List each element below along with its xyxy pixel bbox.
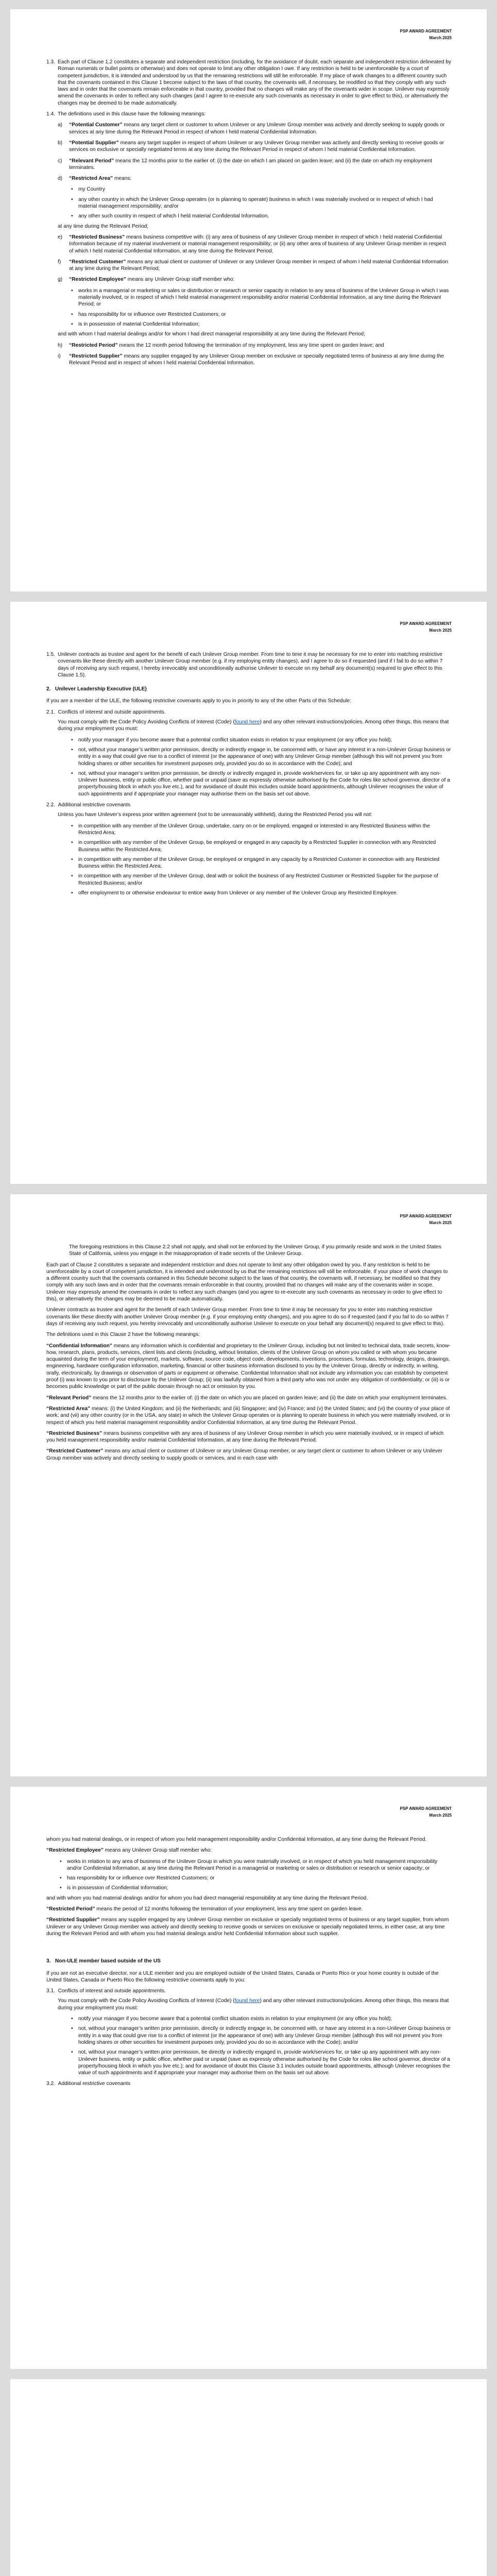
code-policy-link[interactable]: found here bbox=[234, 1998, 260, 2004]
section-heading-2: 2. Unilever Leadership Executive (ULE) bbox=[46, 686, 147, 692]
header-title: PSP AWARD AGREEMENT bbox=[400, 29, 452, 33]
header-date: March 2025 bbox=[429, 36, 452, 40]
page-header bbox=[46, 1805, 452, 1819]
list-item: • is in possession of Confidential Information; bbox=[58, 1885, 452, 1891]
definition-relevant-period: “Relevant Period” means the 12 months prior to the earlier of: (i) the date on which you are placed on garden leave; and (ii) the date on which your employment terminates. bbox=[46, 1395, 448, 1401]
section-2-intro: If you are a member of the ULE, the following restrictive covenants apply to you in priority to any of the other Parts of this Schedule: bbox=[46, 698, 351, 704]
definition-a: a) “Potential Customer” means any target client or customer to whom Unilever or any Unilever Group member was actively and directly seeking to supply goods or services at any time during the Relevant Period in respect of whom I held material Confidential Information. bbox=[58, 122, 445, 135]
definition-d: d) “Restricted Area” means: bbox=[58, 176, 132, 182]
definition-i: i) “Restricted Supplier” means any supplier engaged by any Unilever Group member on exclusive or specially negotiated terms of business at any time during the Relevant Period and in respect of whom I held material Confidential Information. bbox=[58, 353, 444, 366]
header-title: PSP AWARD AGREEMENT bbox=[400, 621, 452, 626]
definition-g: g) “Restricted Employee” means any Unilever Group staff member who: bbox=[58, 277, 235, 283]
subsection-2-2-heading: 2.2. Additional restrictive covenants bbox=[46, 802, 131, 808]
definition-restricted-period: “Restricted Period” means the period of 12 months following the termination of your employment, less any time spent on garden leave. bbox=[46, 1906, 363, 1912]
severability-paragraph: Each part of Clause 2 constitutes a separate and independent restriction and does not operate to limit any other obligation owed by you. If any restriction is held to be unenforceable by a court of competent jurisdiction, it is intended and understood by us that the remaining restrictions will still be enforceable. If your place of work changes to a different country such that the covenants contained in this Schedule become subject to the laws of that country, the covenants will, if necessary, be modified so that they comply with any such laws and in order that the covenants remain enforceable in that country, provided that no changes will make any of the covenants wider in scope. Unilever may expressly amend the covenants in order to reflect any such changes (and you agree to re-execute any such covenants as necessary in order to give effect to this), or alternatively the changes may be deemed to be made automatically. bbox=[46, 1262, 448, 1302]
document-page-4 bbox=[10, 1787, 487, 2369]
definition-c: c) “Relevant Period” means the 12 months prior to the earlier of: (i) the date on which I am placed on garden leave; and (ii) the date on which my employment terminates. bbox=[58, 158, 432, 171]
document-page-2 bbox=[10, 602, 487, 1184]
subsection-3-1-heading: 3.1. Conflicts of interest and outside appointments. bbox=[46, 1988, 166, 1994]
list-item: • notify your manager if you become aware that a potential conflict situation exists in relation to your employment (or any office you hold); bbox=[69, 737, 452, 743]
section-3-intro: If you are not an executive director, nor a ULE member and you are employed outside of the United States, Canada or Puerto Rico or your home country is outside of the United States, Canada or Puerto Rico the following restrictive covenants apply to you: bbox=[46, 1970, 439, 1983]
header-date: March 2025 bbox=[429, 628, 452, 633]
header-date: March 2025 bbox=[429, 1221, 452, 1225]
definition-restricted-customer-cont: whom you had material dealings, or in respect of whom you held management responsibility and/or Confidential Information, at any time during the Relevant Period. bbox=[46, 1837, 427, 1842]
list-item: • not, without your manager’s written prior permission, directly or indirectly engage in, be concerned with, or have any interest in a non-Unilever Group business or entity in a way that could give rise to a conflict of interest (or the appearance of one) with any Unilever Group member (although this will not prevent you from holding shares or other securities for investment purposes only, provided you do so in accordance with the Code); and bbox=[69, 747, 452, 767]
definition-restricted-supplier: “Restricted Supplier” means any supplier engaged by any Unilever Group member on exclusive or specially negotiated terms of business or any target supplier, from whom Unilever or any Unilever Group member was actively and directly seeking to receive goods or services on exclusive or specially negotiated terms, in either case, at any time during the Relevant Period and with whom you had material dealings and/or held Confidential Information about such supplier. bbox=[46, 1917, 449, 1937]
clause-1-5: 1.5. Unilever contracts as trustee and agent for the benefit of each Unilever Group member. From time to time it may be necessary for me to enter into matching restrictive covenants like these directly with another Unilever Group member (e.g. if my employing entity changes), and I agree to do so if requested (and if I fail to do so within 7 days of receiving any such request, I hereby irrevocably and unconditionally authorise Unilever to execute on my behalf any document(s) required to give effect to this Clause 1.5). bbox=[46, 652, 443, 678]
list-item: • in competition with any member of the Unilever Group, be employed or engaged in any capacity by a Restricted Supplier in connection with any Restricted Business within the Restricted Area; bbox=[69, 839, 452, 853]
document-page-1 bbox=[10, 9, 487, 591]
list-item: • my Country bbox=[69, 186, 452, 193]
list-item: • works in relation to any area of business of the Unilever Group in which you were materially involved, or in respect of which you held management responsibility and/or Confidential Information, at any time during the Relevant Period in a managerial or marketing or sales or distribution or research or senior capacity; or bbox=[58, 1858, 452, 1872]
list-item: • in competition with any member of the Unilever Group, deal with or solicit the business of any Restricted Customer or Restricted Supplier for the purpose of Restricted Business; and/or bbox=[69, 873, 452, 887]
definition-g-tail: and with whom I had material dealings and/or for whom I had direct managerial responsibility at any time during the Relevant Period; bbox=[58, 331, 365, 337]
california-exception: The foregoing restrictions in this Clause 2.2 shall not apply, and shall not be enforced by the Unilever Group, if you primarily reside and work in the United States State of California, unless you engage in the misappropriation of trade secrets of the Unilever Group. bbox=[69, 1244, 441, 1257]
definition-f: f) “Restricted Customer” means any actual client or customer of Unilever or any Unilever Group member in respect of whom I held material Confidential Information at any time during the Relevant Period; bbox=[58, 259, 449, 272]
list-item: • has responsibility for or influence over Restricted Customers; or bbox=[69, 311, 452, 318]
subsection-2-1-text: You must comply with the Code Policy Avoiding Conflicts of Interest (Code) (found here) and any other relevant instructions/policies. Among other things, this means that during your employment you must: bbox=[58, 719, 449, 732]
list-item: • not, without your manager’s written prior permission, be directly or indirectly engaged in, provide work/services for, or take up any appointment with any non-Unilever business, entity or public office, whether paid or unpaid (save as expressly otherwise authorised by the Code for roles like school governor, director of a property/housing block in which you live etc.), and for avoidance of doubt this includes outside board appointments, although Unilever recognises the value of such appointments and if appropriate your manager may authorise them on the basis set out above. bbox=[69, 770, 452, 798]
list-item: • works in a managerial or marketing or sales or distribution or research or senior capacity in relation to any area of business of the Unilever Group in which I was materially involved, or in respect of which I held material management responsibility and/or material Confidential Information, at any time during the Relevant Period; or bbox=[69, 287, 452, 308]
definitions-intro: The definitions used in this Clause 2 have the following meanings: bbox=[46, 1332, 200, 1338]
list-item: • not, without your manager’s written prior permission, be directly or indirectly engaged in, provide work/services for, or take up any appointment with any non-Unilever business, entity or public office, whether paid or unpaid (save as expressly otherwise authorised by the Code for roles like school governor, director of a property/housing block in which you live etc.); and for avoidance of doubt this Clause 3.1 includes outside board appointments, although Unilever recognises the value of such appointments and if appropriate your manager may authorise them on the basis set out above. bbox=[69, 2049, 452, 2076]
list-item: • in competition with any member of the Unilever Group, be employed or engaged in any capacity by a Restricted Customer in connection with any Restricted Business within the Restricted Area; bbox=[69, 856, 452, 870]
definition-d-tail: at any time during the Relevant Period; bbox=[58, 223, 149, 229]
definition-restricted-employee: “Restricted Employee” means any Unilever Group staff member who: bbox=[46, 1848, 212, 1854]
subsection-2-2-intro: Unless you have Unilever’s express prior written agreement (not to be unreasonably withheld), during the Restricted Period you will not: bbox=[58, 812, 372, 818]
list-item: • notify your manager if you become aware that a potential conflict situation exists in relation to your employment (or any office you hold); bbox=[69, 2015, 452, 2022]
clause-1-4: 1.4. The definitions used in this clause have the following meanings: bbox=[46, 111, 206, 117]
document-page-3 bbox=[10, 1194, 487, 1776]
header-title: PSP AWARD AGREEMENT bbox=[400, 1214, 452, 1218]
list-item: • any other country in which the Unilever Group operates (or is planning to operate) business in which I was materially involved or in respect of which I had material management responsibility; and/or bbox=[69, 196, 452, 210]
list-item: • any other such country in respect of which I held material Confidential Information, bbox=[69, 213, 452, 219]
list-item: • not, without your manager’s written prior permission, directly or indirectly engage in, be concerned with, or have any interest in a non-Unilever Group business or entity in a way that could give rise to a conflict of interest (or the appearance of one) with any Unilever Group member (although this will not prevent you from holding shares or other securities for investment purposes only, provided you do so in accordance with the Code); and/or bbox=[69, 2025, 452, 2046]
definition-h: h) “Restricted Period” means the 12 month period following the termination of my employment, less any time spent on garden leave; and bbox=[58, 342, 384, 348]
page-header bbox=[46, 1213, 452, 1226]
subsection-3-2-heading: 3.2. Additional restrictive covenants bbox=[46, 2081, 131, 2087]
definition-e: e) “Restricted Business” means business competitive with: (i) any area of business of any Unilever Group member in respect of which I held material Confidential Information because of my material involvement or material management responsibility; or (ii) any other area of business of any Unilever Group member in respect of which I held material Confidential Information, at any time during the Relevant Period; bbox=[58, 234, 447, 254]
header-date: March 2025 bbox=[429, 1813, 452, 1818]
code-policy-link[interactable]: found here bbox=[234, 719, 260, 725]
list-item: • has responsibility for or influence over Restricted Customers; or bbox=[58, 1875, 452, 1882]
list-item: • in competition with any member of the Unilever Group, undertake, carry on or be employed, engaged or interested in any Restricted Business within the Restricted Area; bbox=[69, 823, 452, 837]
definition-restricted-customer: “Restricted Customer” means any actual client or customer of Unilever or any Unilever Group member, or any target client or customer to whom Unilever or any Unilever Group member was actively and directly seeking to supply goods or services, and in each case with bbox=[46, 1448, 442, 1461]
trustee-paragraph: Unilever contracts as trustee and agent for the benefit of each Unilever Group member. From time to time it may be necessary for you to enter into matching restrictive covenants like these directly with another Unilever Group member (e.g. if your employing entity changes), and you agree to do so if requested (and if you fail to do so within 7 days of receiving any such request, you hereby irrevocably and unconditionally authorise Unilever to execute on your behalf any document(s) required to give effect to this). bbox=[46, 1307, 449, 1327]
page-header bbox=[46, 620, 452, 634]
list-item: • offer employment to or otherwise endeavour to entice away from Unilever or any member of the Unilever Group any Restricted Employee. bbox=[69, 890, 452, 896]
definition-restricted-employee-tail: and with whom you had material dealings and/or for whom you had direct managerial responsibility at any time during the Relevant Period. bbox=[46, 1895, 368, 1901]
document-page-5 bbox=[10, 2379, 487, 2576]
page-header bbox=[46, 28, 452, 41]
clause-1-3: 1.3. Each part of Clause 1.2 constitutes a separate and independent restriction (including, for the avoidance of doubt, each separate and independent restriction delineated by Roman numerals or bullet points or otherwise) and does not operate to limit any other obligation I owe. If any restriction is held to be unenforceable by a court of competent jurisdiction, it is intended and understood by us that the remaining restrictions will still be enforceable. If my place of work changes to a different country such that the covenants contained in this Clause 1 become subject to the laws of that country, the covenants will, if necessary, be modified so that they comply with any such laws and in order that the covenants remain enforceable in that country, provided that no changes will make any of the covenants wider in scope. Unilever may expressly amend the covenants in order to reflect any such changes (and I agree to re-execute any such covenants as necessary in order to give effect to this), or alternatively the changes may be deemed to be made automatically. bbox=[46, 59, 452, 106]
section-heading-3: 3. Non-ULE member based outside of the US bbox=[46, 1958, 161, 1964]
definition-confidential-information: “Confidential Information” means any information which is confidential and proprietary to the Unilever Group, including but not limited to technical data, trade secrets, know-how, research, plans, products, services, client lists and clients (including, without limitation, clients of the Unilever Group on whom you called or with whom you became acquainted during the term of your employment), markets, software, source code, object code, developments, inventions, processes, formulas, technology, designs, drawings, engineering, hardware configuration information, marketing, financial or other business information disclosed to you by the Unilever Group, directly or indirectly, in writing, orally, electronically, by drawings or observation of parts or equipment or otherwise. Confidential Information shall not include any information you can establish by competent proof (i) was known to you prior to disclosure by the Unilever Group; (ii) was lawfully obtained from a third party who was not under any obligation of confidentiality; or (iii) is or becomes public knowledge or part of the public domain through no act or omission by you. bbox=[46, 1343, 451, 1390]
definition-restricted-business: “Restricted Business” means business competitive with any area of business of any Unilever Group member in which you were materially involved, or in respect of which you held management responsibility and/or material Confidential Information, at any time during the Relevant Period. bbox=[46, 1430, 444, 1444]
header-title: PSP AWARD AGREEMENT bbox=[400, 1806, 452, 1811]
definition-b: b) “Potential Supplier” means any target supplier in respect of whom Unilever or any Unilever Group member was actively and directly seeking to receive goods or services on exclusive or specially negotiated terms at any time during the Relevant Period in respect of whom I held material Confidential Information. bbox=[58, 140, 444, 153]
subsection-3-1-text: You must comply with the Code Policy Avoiding Conflicts of Interest (Code) (found here) and any other relevant instructions/policies. Among other things, this means that during your employment you must: bbox=[58, 1998, 449, 2011]
definition-restricted-area: “Restricted Area” means: (i) the United Kingdom; and (ii) the Netherlands; and (iii) Singapore; and (iv) France; and (v) the United States; and (vi) the country of your place of work; and (vii) any other country (or in the USA, any state) in which the Unilever Group operates or is planning to operate business in which you were materially involved, or in respect of which you held material management responsibility and/or Confidential Information, at any time during the Relevant Period. bbox=[46, 1405, 450, 1426]
list-item: • is in possession of material Confidential Information; bbox=[69, 321, 452, 328]
subsection-2-1-heading: 2.1. Conflicts of interest and outside appointments. bbox=[46, 709, 166, 715]
